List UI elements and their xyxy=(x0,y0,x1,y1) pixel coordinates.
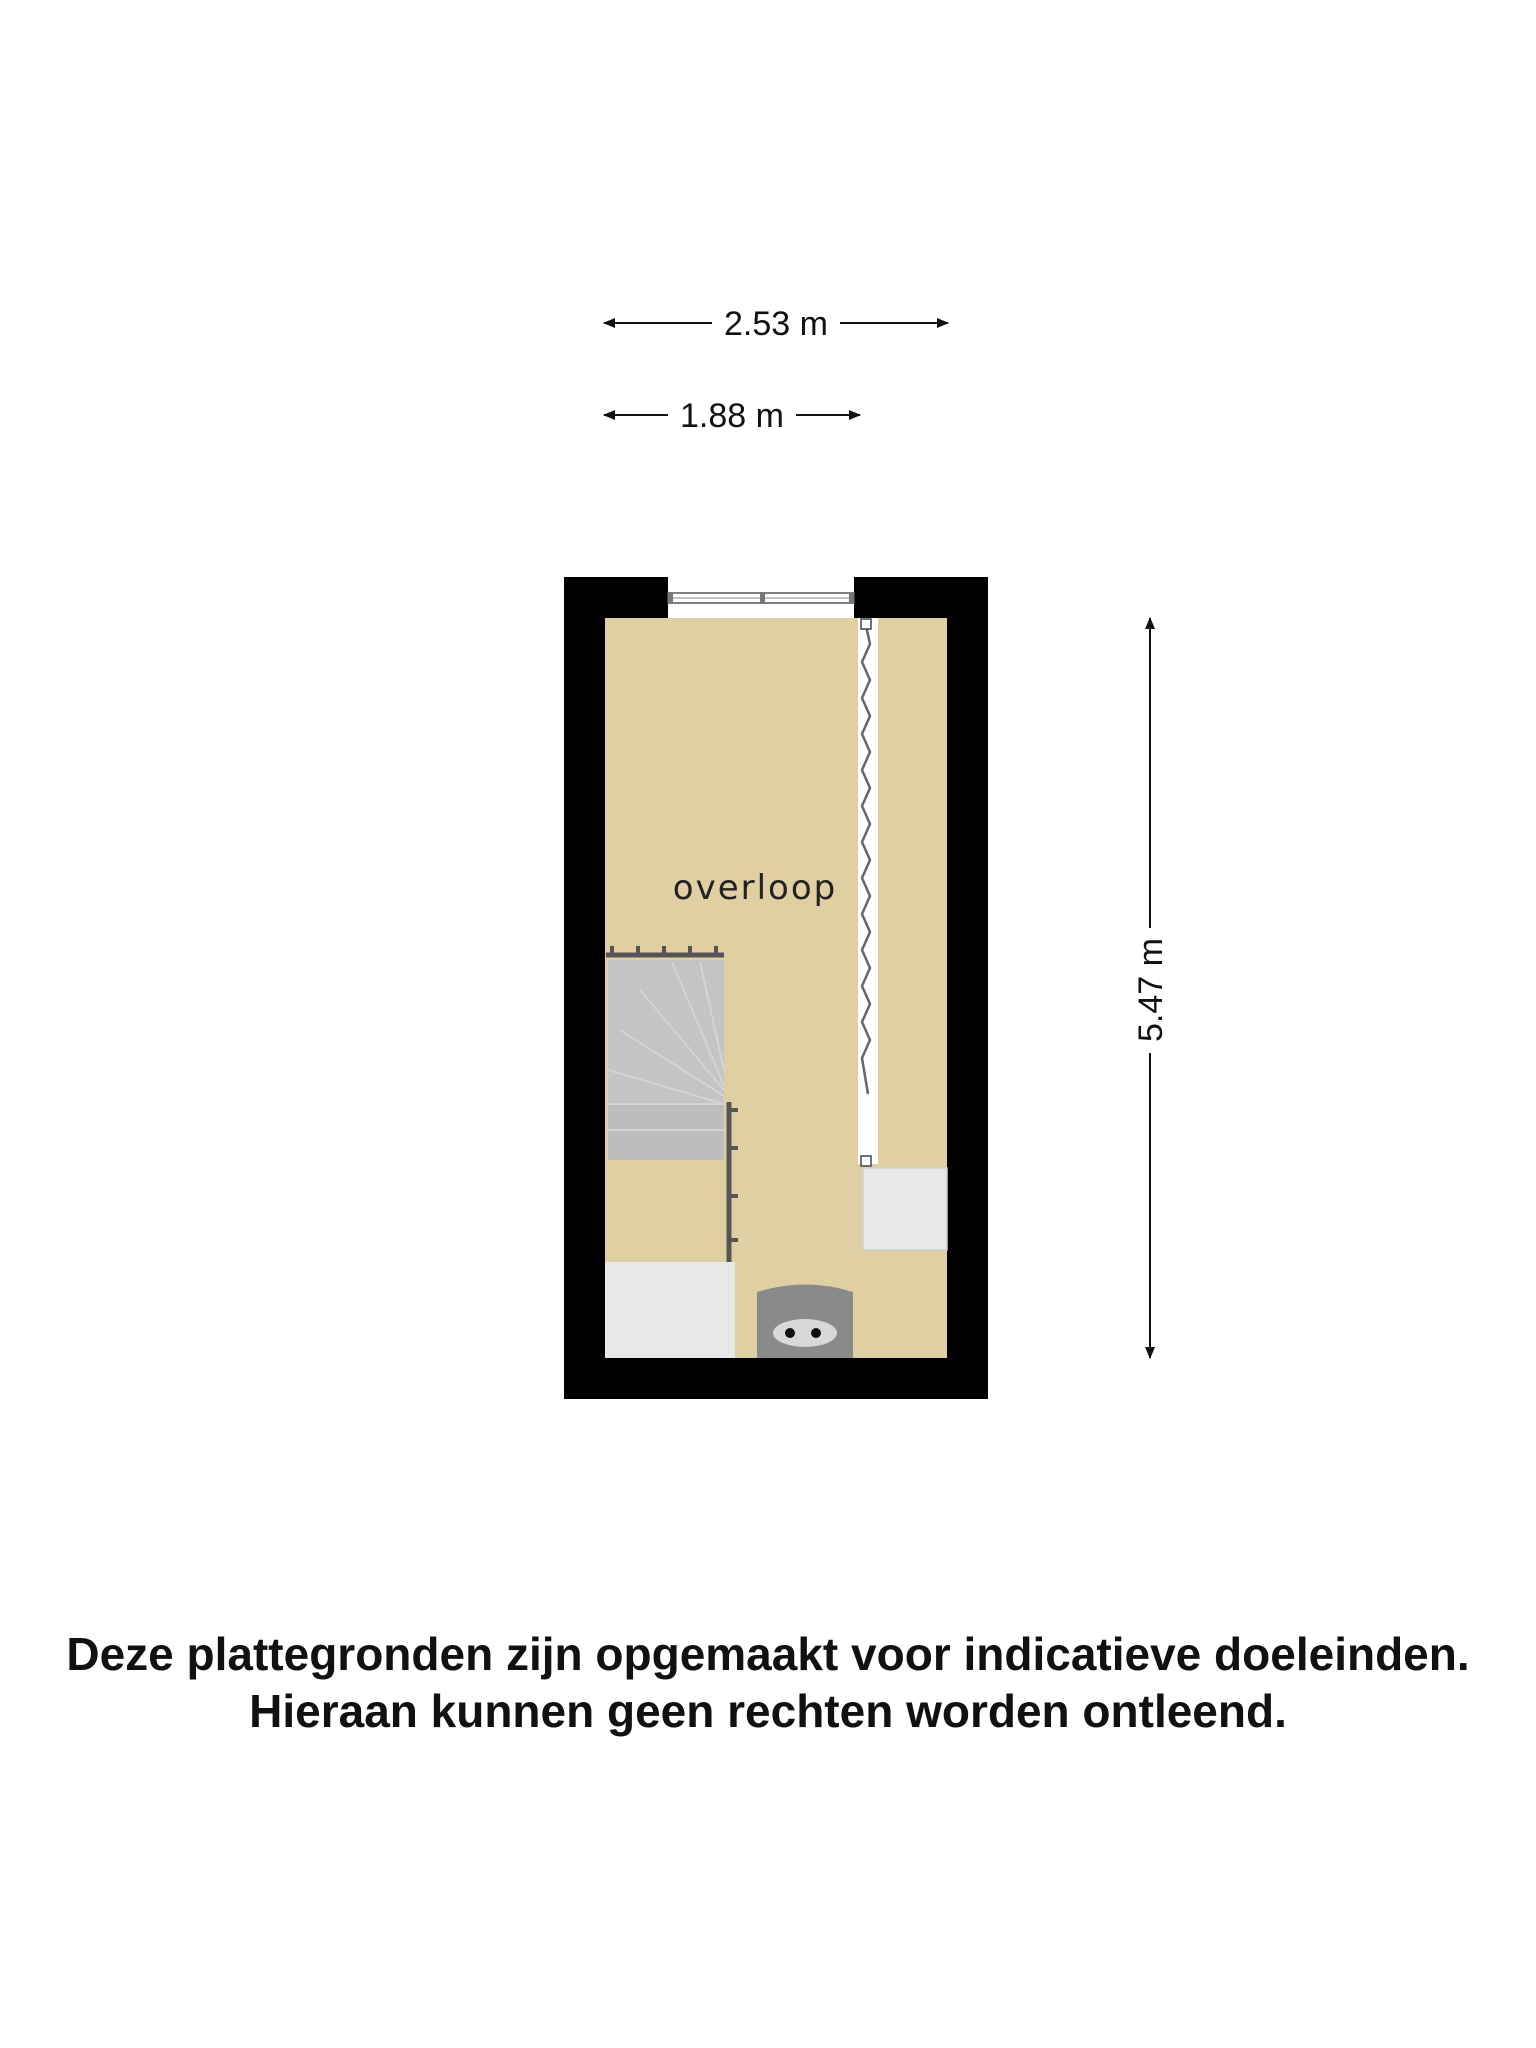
disclaimer-line-1: Deze plattegronden zijn opgemaakt voor indicatieve doeleinden. xyxy=(66,1628,1470,1680)
boiler xyxy=(757,1285,853,1359)
dimension-inner-width-label: 1.88 m xyxy=(680,397,784,435)
storage-cupboard xyxy=(605,1262,735,1358)
dimension-height xyxy=(1132,618,1170,1358)
room-label-overloop: overloop xyxy=(672,868,838,908)
dimension-inner-width xyxy=(604,397,860,435)
dimension-outer-width-label: 2.53 m xyxy=(724,305,828,343)
dimension-outer-width xyxy=(604,305,948,343)
dimension-height-label: 5.47 m xyxy=(1132,938,1170,1042)
disclaimer-line-2: Hieraan kunnen geen rechten worden ontleend. xyxy=(249,1685,1287,1737)
disclaimer xyxy=(0,1626,1536,1740)
cabinet xyxy=(863,1168,947,1250)
wardrobe xyxy=(858,618,878,1166)
window xyxy=(668,577,854,618)
